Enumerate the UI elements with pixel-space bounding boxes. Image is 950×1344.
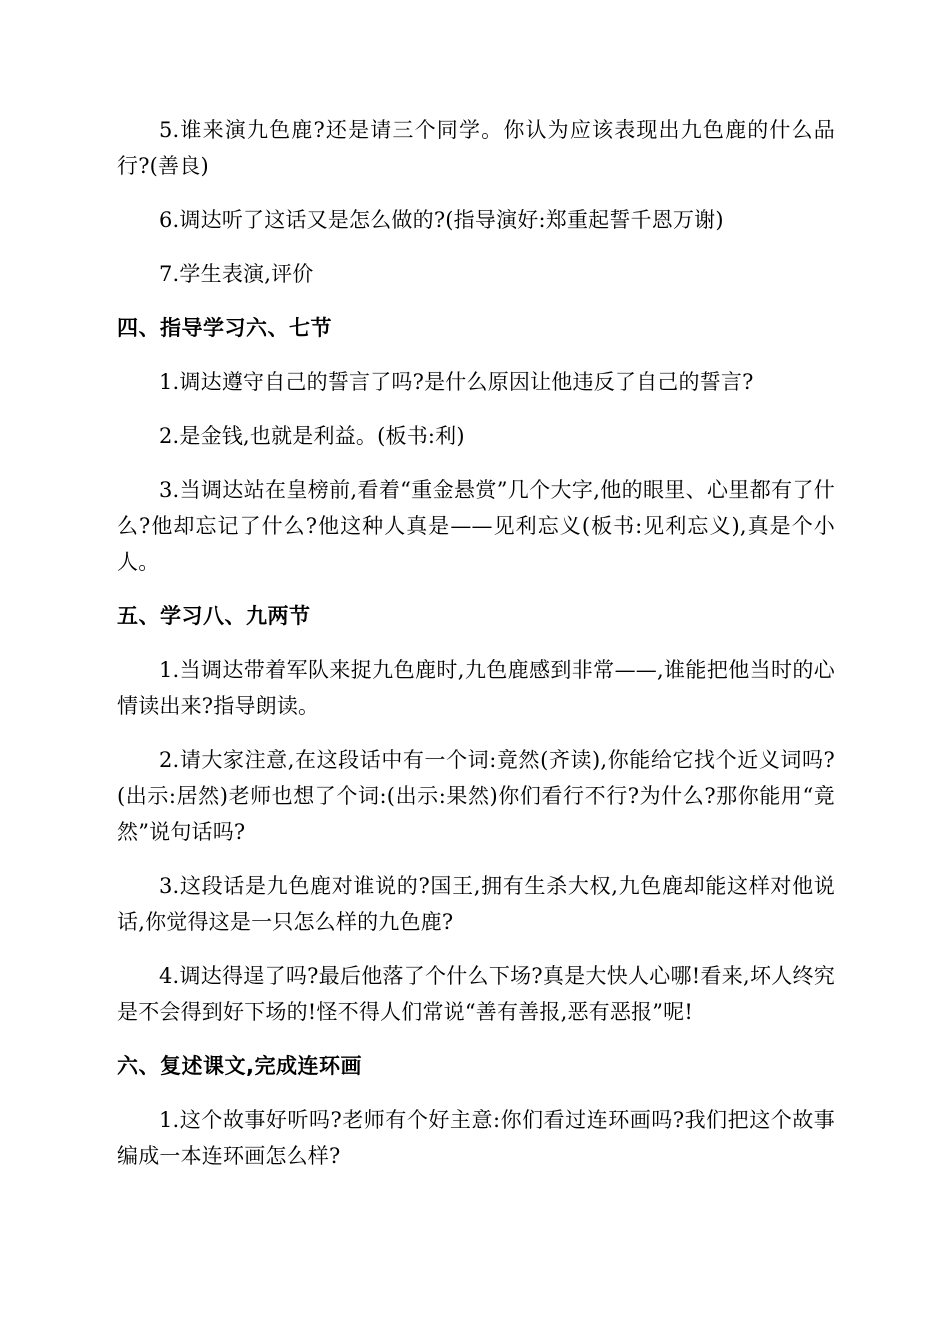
section-heading-6: 六、复述课文,完成连环画 (117, 1054, 362, 1078)
paragraph-7: 7.学生表演,评价 (159, 262, 314, 286)
paragraph-5-4: 4.调达得逞了吗?最后他落了个什么下场?真是大快人心哪!看来,坏人终究是不会得到好下场的!怪不得人们常说“善有善报,恶有恶报”呢! (117, 964, 835, 1024)
paragraph-6: 6.调达听了这话又是怎么做的?(指导演好:郑重起誓千恩万谢) (159, 208, 724, 232)
document-page (117, 112, 835, 1192)
paragraph-5-1: 1.当调达带着军队来捉九色鹿时,九色鹿感到非常——,谁能把他当时的心情读出来?指导朗读。 (117, 658, 835, 718)
paragraph-5: 5.谁来演九色鹿?还是请三个同学。你认为应该表现出九色鹿的什么品行?(善良) (117, 118, 835, 178)
section-heading-4: 四、指导学习六、七节 (117, 316, 332, 340)
paragraph-5-3: 3.这段话是九色鹿对谁说的?国王,拥有生杀大权,九色鹿却能这样对他说话,你觉得这是一只怎么样的九色鹿? (117, 874, 835, 934)
paragraph-6-1: 1.这个故事好听吗?老师有个好主意:你们看过连环画吗?我们把这个故事编成一本连环画怎么样? (117, 1108, 835, 1168)
paragraph-5-2: 2.请大家注意,在这段话中有一个词:竟然(齐读),你能给它找个近义词吗?(出示:居然)老师也想了个词:(出示:果然)你们看行不行?为什么?那你能用“竟然”说句话吗? (117, 748, 835, 844)
paragraph-4-3: 3.当调达站在皇榜前,看着“重金悬赏”几个大字,他的眼里、心里都有了什么?他却忘记了什么?他这种人真是——见利忘义(板书:见利忘义),真是个小人。 (117, 478, 835, 574)
paragraph-4-2: 2.是金钱,也就是利益。(板书:利) (159, 424, 465, 448)
section-heading-5: 五、学习八、九两节 (117, 604, 311, 628)
paragraph-4-1: 1.调达遵守自己的誓言了吗?是什么原因让他违反了自己的誓言? (159, 370, 754, 394)
